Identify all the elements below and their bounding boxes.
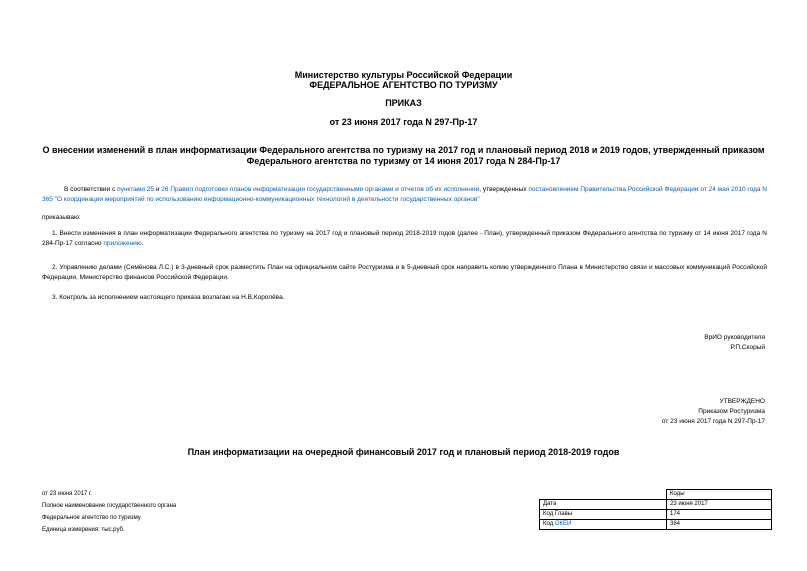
codes-row-chapter	[540, 510, 772, 520]
link-okei[interactable]: ОКЕИ	[554, 521, 572, 527]
link-point-26-rules[interactable]: 26 Правил подготовки планов информатизации государственными органами и отчетов об их исполнении	[161, 186, 480, 193]
org-name: Федеральное агентство по туризму	[42, 515, 141, 521]
ministry-name: Министерство культуры Российской Федерации	[294, 70, 513, 80]
approval-order: Приказом Ростуризма	[698, 408, 765, 415]
codes-header-empty	[540, 490, 667, 500]
codes-header-row	[540, 490, 772, 500]
signatory-name: Р.П.Скорый	[730, 344, 765, 351]
link-government-resolution[interactable]: постановлением Правительства Российской Федерации от 24 мая 2010 года N 365 "О координации мероприятий по использованию информационно-коммуникационных технологий в деятельности государственных органов"	[42, 186, 767, 203]
approval-title: УТВЕРЖДЕНО	[719, 398, 765, 405]
codes-row-okei	[540, 520, 772, 530]
plan-date: от 23 июня 2017 г.	[42, 491, 93, 497]
item-1-paragraph	[42, 229, 767, 249]
codes-label-okei	[540, 520, 667, 530]
signatory-position: ВрИО руководителя	[704, 334, 765, 341]
measurement-unit: Единица измерения: тыс.руб.	[42, 527, 125, 533]
intro-text-1: В соответствии с	[64, 186, 118, 193]
codes-header: Коды	[667, 490, 772, 500]
item-2-paragraph: 2. Управлению делами (Семёнова Л.С.) в 3-дневный срок разместить План на официальном сайте Ростуризма и в 5-дневный срок направить копию утвержденного Плана в Министерство связи и массовых коммуникаций Российской Федерации, Министерство финансов Российской Федерации.	[42, 264, 767, 281]
signature-block	[704, 333, 765, 353]
approval-date: от 23 июня 2017 года N 297-Пр-17	[661, 418, 765, 425]
agency-name: ФЕДЕРАЛЬНОЕ АГЕНТСТВО ПО ТУРИЗМУ	[309, 80, 498, 90]
document-title-line-1: О внесении изменений в план информатизации Федерального агентства по туризму на 2017 год и плановый период 2018 и 2019 годов, утвержденный приказом	[42, 145, 765, 155]
codes-value-okei: 384	[667, 520, 772, 530]
intro-text-2: и	[154, 186, 162, 193]
document-type: ПРИКАЗ	[385, 98, 422, 108]
codes-table	[539, 489, 772, 530]
plan-meta-block	[42, 488, 176, 536]
link-appendix[interactable]: приложению	[103, 240, 142, 247]
approval-block	[662, 397, 765, 427]
codes-label-date: Дата	[540, 500, 667, 510]
org-label: Полное наименование государственного органа	[42, 503, 177, 509]
codes-label-chapter: Код Главы	[540, 510, 667, 520]
orders-word: приказываю:	[42, 214, 81, 221]
item-1-end: .	[141, 240, 144, 247]
codes-row-date	[540, 500, 772, 510]
item-3-paragraph: 3. Контроль за исполнением настоящего приказа возлагаю на Н.В.Королёва.	[52, 294, 285, 301]
intro-text-3: , утвержденных	[479, 186, 529, 193]
document-date: от 23 июня 2017 года N 297-Пр-17	[329, 117, 478, 127]
codes-value-chapter: 174	[667, 510, 772, 520]
okei-prefix: Код	[543, 521, 555, 527]
document-title-line-2: Федерального агентства по туризму от 14 июня 2017 года N 284-Пр-17	[246, 156, 561, 166]
link-point-25[interactable]: пунктами 25	[117, 186, 155, 193]
codes-value-date: 23 июня 2017	[667, 500, 772, 510]
plan-title: План информатизации на очередной финансовый 2017 год и плановый период 2018-2019 годов	[187, 447, 620, 457]
intro-paragraph	[42, 185, 767, 205]
item-1-text: 1. Внести изменения в план информатизации Федерального агентства по туризму на 2017 год и плановый период 2018-2019 годов (далее - План), утвержденный приказом Федерального агентства по туризму от 14 июня 2017 года N 284-Пр-17 согласно	[42, 230, 767, 247]
